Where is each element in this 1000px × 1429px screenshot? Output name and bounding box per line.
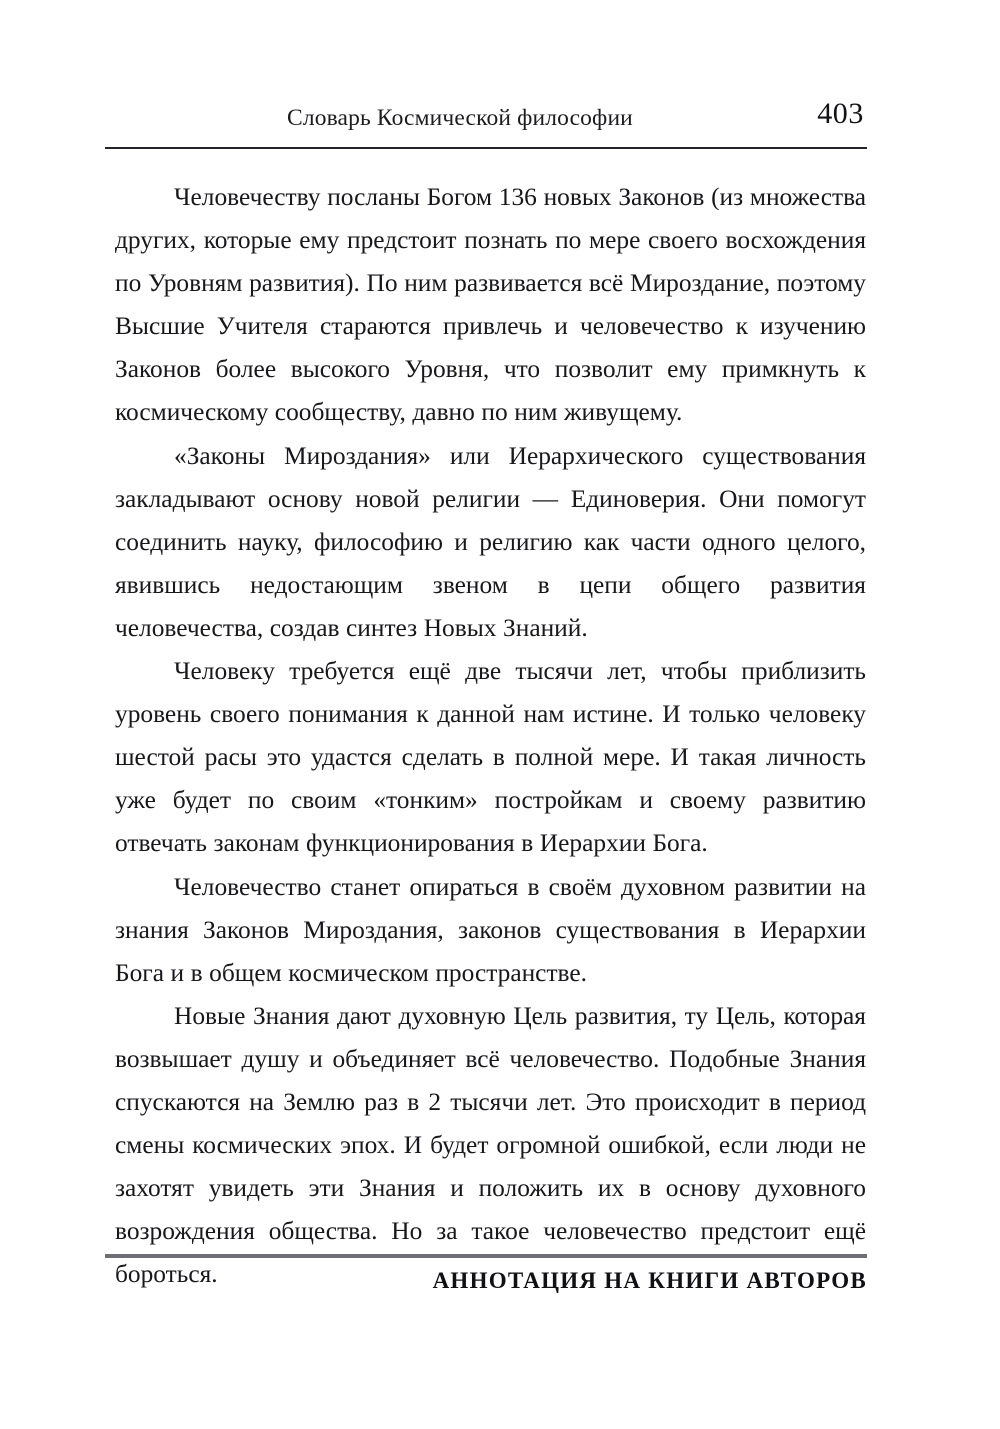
page-number: 403 (817, 97, 864, 130)
running-head (105, 97, 867, 149)
paragraph: «Законы Мироздания» или Иерархического существования закладывают основу новой религии — Единоверия. Они помогут соединить науку, философию и религию как части одного целого, явившись недостающим звеном в цепи общего развития человечества, создав синтез Новых Знаний. (115, 441, 866, 642)
footer-section-label: АННОТАЦИЯ НА КНИГИ АВТОРОВ (432, 1268, 867, 1293)
paragraph: Человечеству посланы Богом 136 новых Законов (из множества других, которые ему предстоит познать по мере своего восхождения по Уровням развития). По ним развивается всё Мироздание, поэтому Высшие Учителя стараются привлечь и человечество к изучению Законов более высокого Уровня, что позволит ему примкнуть к космическому сообществу, давно по ним живущему. (115, 183, 866, 427)
running-head-title: Словарь Космической философии (287, 105, 633, 131)
header-rule (105, 147, 867, 149)
footer (105, 1268, 867, 1294)
footer-rule (105, 1254, 867, 1258)
body-text-column (115, 176, 866, 1296)
paragraph: Человеку требуется ещё две тысячи лет, чтобы приблизить уровень своего понимания к данной нам истине. И только человеку шестой расы это удастся сделать в полной мере. И такая личность уже будет по своим «тонким» постройкам и своему развитию отвечать законам функционирования в Иерархии Бога. (115, 657, 866, 858)
paragraph: Новые Знания дают духовную Цель развития, ту Цель, которая возвышает душу и объединяет всё человечество. Подобные Знания спускаются на Землю раз в 2 тысячи лет. Это происходит в период смены космических эпох. И будет огромной ошибкой, если люди не захотят увидеть эти Знания и положить их в основу духовного возрождения общества. Но за такое человечество предстоит ещё бороться. (115, 1001, 866, 1289)
paragraph: Человечество станет опираться в своём духовном развитии на знания Законов Мироздания, законов существования в Иерархии Бога и в общем космическом пространстве. (115, 872, 866, 987)
